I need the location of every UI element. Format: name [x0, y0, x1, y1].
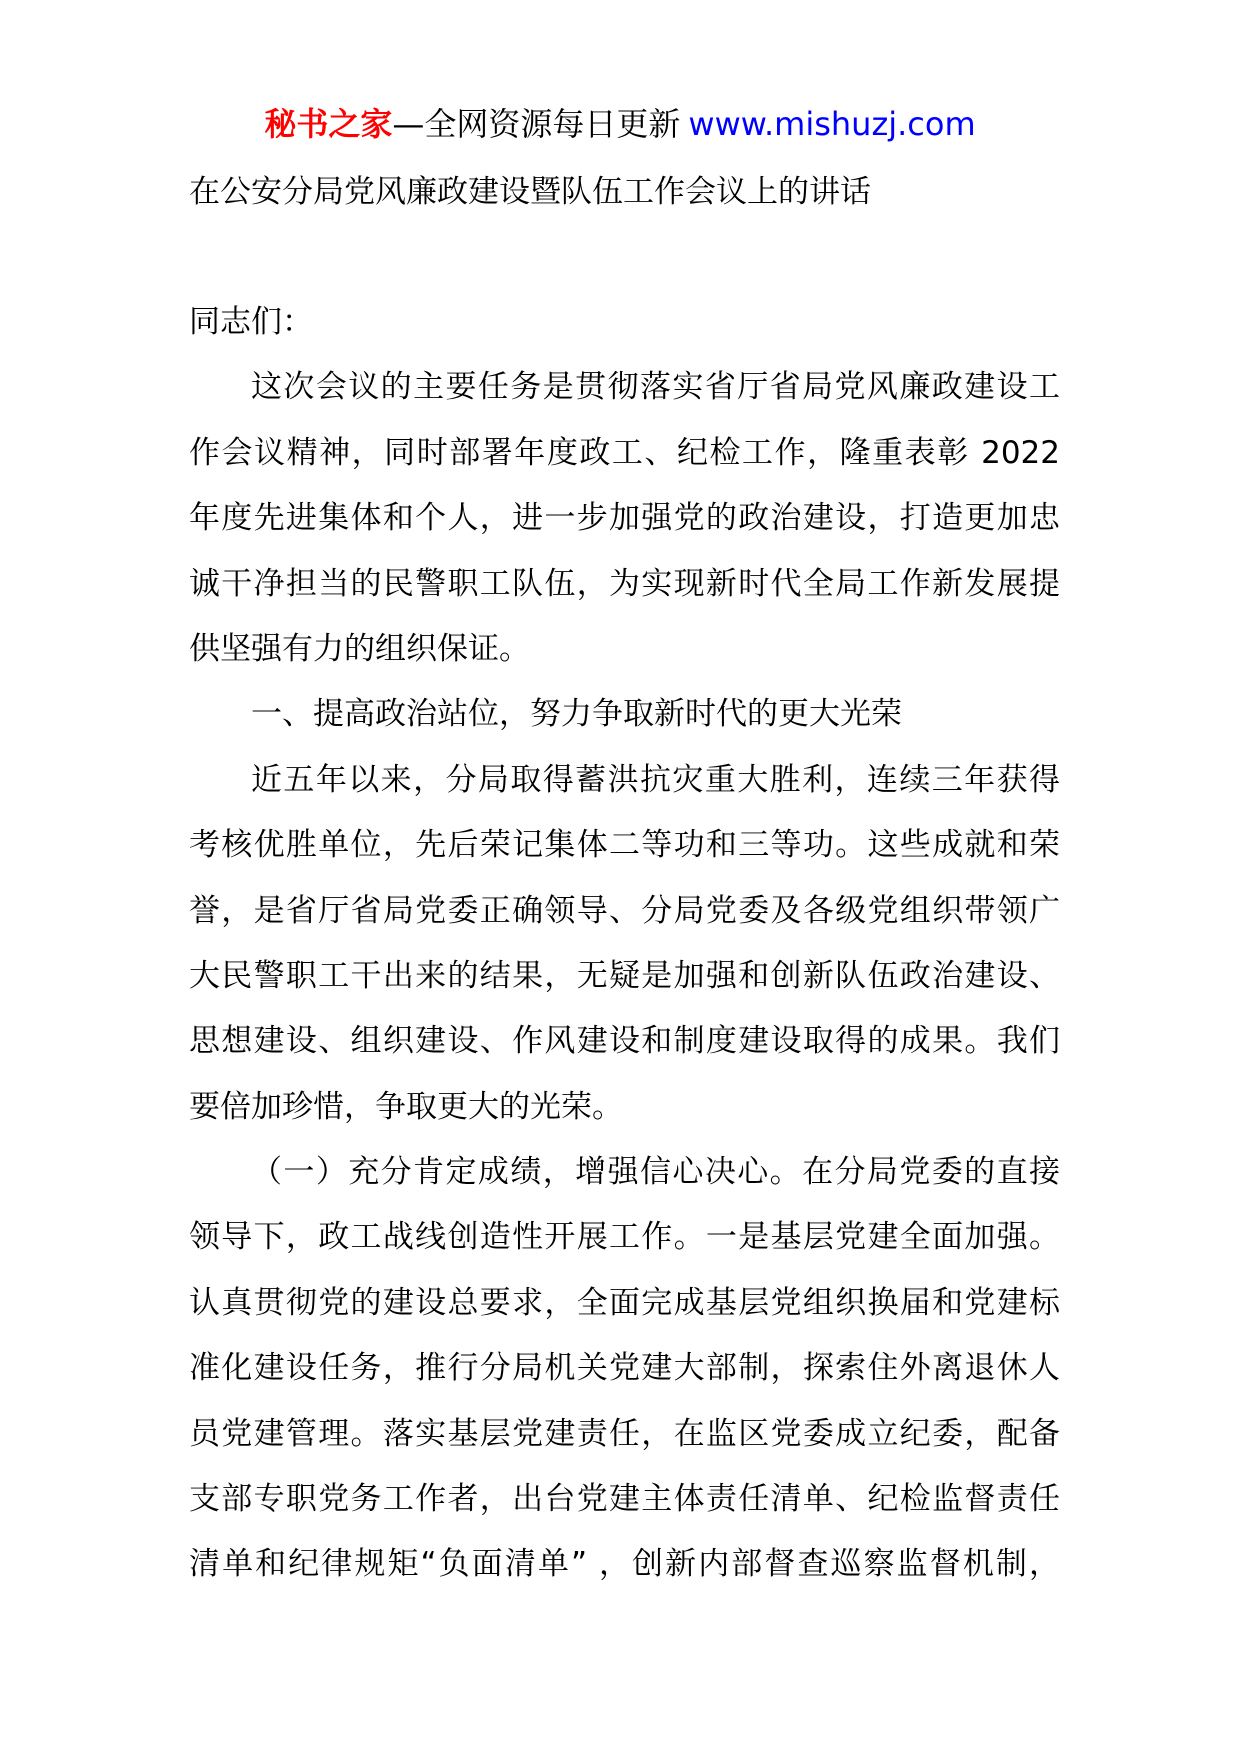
- text-line: 作会议精神，同时部署年度政工、纪检工作，隆重表彰 2022: [189, 434, 1060, 471]
- section-heading: [189, 682, 1060, 747]
- heading-line: 一、提高政治站位，努力争取新时代的更大光荣: [251, 696, 902, 733]
- text-line: （一）充分肯定成绩，增强信心决心。在分局党委的直接: [251, 1154, 1060, 1191]
- brand-name: 秘书之家: [264, 105, 393, 143]
- text-line: 要倍加珍惜，争取更大的光荣。: [189, 1088, 623, 1125]
- text-line: 领导下，政工战线创造性开展工作。一是基层党建全面加强。: [189, 1219, 1060, 1256]
- header-tagline: —全网资源每日更新: [392, 105, 681, 143]
- document-title: 在公安分局党风廉政建设暨队伍工作会议上的讲话: [189, 174, 871, 210]
- text-line: 思想建设、组织建设、作风建设和制度建设取得的成果。我们: [189, 1023, 1060, 1060]
- salutation: 同志们：: [189, 304, 313, 340]
- text-line: 年度先进集体和个人，进一步加强党的政治建设，打造更加忠: [189, 500, 1060, 537]
- text-line: 这次会议的主要任务是贯彻落实省厅省局党风廉政建设工: [251, 369, 1060, 406]
- text-line: 支部专职党务工作者，出台党建主体责任清单、纪检监督责任: [189, 1481, 1060, 1518]
- text-line: 诚干净担当的民警职工队伍，为实现新时代全局工作新发展提: [189, 565, 1060, 602]
- paragraph: [189, 748, 1060, 1140]
- document-body: [189, 290, 1060, 1610]
- text-line: 大民警职工干出来的结果，无疑是加强和创新队伍政治建设、: [189, 957, 1060, 994]
- paragraph: [189, 1140, 1060, 1598]
- text-line: 近五年以来，分局取得蓄洪抗灾重大胜利，连续三年获得: [251, 761, 1060, 798]
- site-header: [0, 102, 1240, 146]
- text-line: 员党建管理。落实基层党建责任，在监区党委成立纪委，配备: [189, 1415, 1060, 1452]
- site-url-link[interactable]: www.mishuzj.com: [688, 105, 976, 143]
- text-line: 考核优胜单位，先后荣记集体二等功和三等功。这些成就和荣: [189, 827, 1060, 864]
- text-line: 清单和纪律规矩“负面清单” ，创新内部督查巡察监督机制，: [189, 1546, 1060, 1583]
- text-line: 誉，是省厅省局党委正确领导、分局党委及各级党组织带领广: [189, 892, 1060, 929]
- text-line: 准化建设任务，推行分局机关党建大部制，探索住外离退休人: [189, 1350, 1060, 1387]
- paragraph: [189, 355, 1060, 682]
- text-line: 认真贯彻党的建设总要求，全面完成基层党组织换届和党建标: [189, 1284, 1060, 1321]
- text-line: 供坚强有力的组织保证。: [189, 630, 530, 667]
